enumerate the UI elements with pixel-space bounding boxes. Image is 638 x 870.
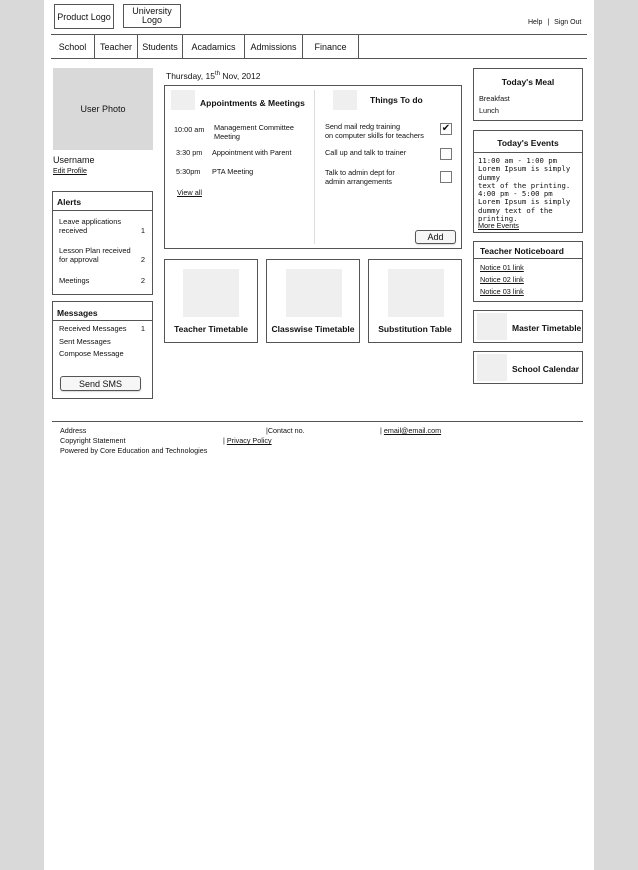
alert-item-lesson-plan[interactable]: Lesson Plan received for approval 2: [59, 246, 145, 264]
add-todo-button[interactable]: Add: [415, 230, 456, 244]
product-logo[interactable]: Product Logo: [54, 4, 114, 29]
school-calendar-tile[interactable]: [473, 351, 583, 384]
tile-label: Master Timetable: [512, 323, 582, 333]
notice-link[interactable]: Notice 01 link: [480, 263, 524, 272]
header-links: [528, 19, 581, 26]
appointment-time: 10:00 am: [174, 125, 205, 134]
received-messages-link[interactable]: Received Messages 1: [59, 324, 145, 333]
alerts-panel: [52, 191, 153, 295]
username: Username: [53, 155, 95, 165]
events-divider: [474, 152, 582, 153]
sent-messages-link[interactable]: Sent Messages: [59, 337, 111, 346]
school-calendar-icon: [477, 354, 507, 381]
email-separator: |: [380, 426, 382, 435]
event-item: 4:00 pm - 5:00 pm Lorem Ipsum is simply dummy text of the printing.: [478, 190, 582, 224]
todo-item: Send mail redg training on computer skills for teachers: [325, 122, 424, 140]
meal-item-lunch[interactable]: Lunch: [479, 106, 499, 115]
event-time: 4:00 pm - 5:00 pm: [478, 189, 553, 198]
footer-divider: [52, 421, 583, 422]
teacher-noticeboard-panel: [473, 241, 583, 302]
current-date: Thursday, 15th Nov, 2012: [166, 71, 261, 81]
footer-contact: |Contact no.: [266, 426, 305, 435]
events-title: Today's Events: [497, 138, 559, 148]
event-time: 11:00 am - 1:00 pm: [478, 156, 558, 165]
todo-checkbox[interactable]: [440, 148, 452, 160]
nav-item-finance[interactable]: Finance: [303, 35, 359, 58]
notice-link[interactable]: Notice 02 link: [480, 275, 524, 284]
edit-profile-link[interactable]: Edit Profile: [53, 168, 87, 175]
classwise-timetable-icon: [286, 269, 342, 317]
view-all-link[interactable]: View all: [177, 188, 203, 197]
nav-bottom-border: [51, 58, 587, 59]
compose-message-link[interactable]: Compose Message: [59, 349, 124, 358]
nav-item-school[interactable]: School: [51, 35, 95, 58]
meal-title: Today's Meal: [501, 77, 555, 87]
footer-copyright: Copyright Statement: [60, 436, 126, 445]
appointments-title: Appointments & Meetings: [200, 98, 305, 108]
footer-privacy: [223, 436, 272, 445]
sign-out-link[interactable]: Sign Out: [554, 19, 582, 26]
appointment-time: 5:30pm: [176, 167, 201, 176]
alert-count: 2: [140, 255, 145, 264]
todo-title: Things To do: [370, 95, 423, 105]
tile-label: School Calendar: [512, 364, 580, 374]
user-photo: User Photo: [53, 68, 153, 150]
todo-icon: [333, 90, 357, 110]
teacher-timetable-tile[interactable]: [164, 259, 258, 343]
teacher-timetable-icon: [183, 269, 239, 317]
todays-events-panel: [473, 130, 583, 233]
university-logo[interactable]: University Logo: [123, 4, 181, 28]
more-events-link[interactable]: More Events: [478, 221, 519, 230]
meal-item-breakfast[interactable]: Breakfast: [479, 94, 510, 103]
alerts-divider: [53, 210, 152, 211]
nav-item-students[interactable]: Students: [138, 35, 183, 58]
help-link[interactable]: Help: [528, 19, 543, 26]
messages-divider: [53, 320, 152, 321]
agenda-column-divider: [314, 90, 315, 244]
footer-powered-by: Powered by Core Education and Technologies: [60, 446, 208, 455]
check-icon: ✔: [441, 123, 451, 134]
appointment-item[interactable]: 5:30pm PTA Meeting: [176, 167, 254, 176]
privacy-policy-link[interactable]: Privacy Policy: [226, 436, 272, 445]
send-sms-button[interactable]: Send SMS: [60, 376, 141, 391]
substitution-table-icon: [388, 269, 444, 317]
todo-checkbox[interactable]: [440, 123, 452, 135]
messages-title: Messages: [57, 308, 98, 318]
messages-panel: [52, 301, 153, 399]
noticeboard-divider: [474, 258, 582, 259]
master-timetable-tile[interactable]: [473, 310, 583, 343]
email-link[interactable]: email@email.com: [383, 426, 442, 435]
alerts-title: Alerts: [57, 197, 82, 207]
master-timetable-icon: [477, 313, 507, 340]
notice-link[interactable]: Notice 03 link: [480, 287, 524, 296]
appointment-item[interactable]: 10:00 am Management Committee Meeting: [174, 123, 294, 141]
todo-checkbox[interactable]: [440, 171, 452, 183]
event-item: 11:00 am - 1:00 pm Lorem Ipsum is simply dummy text of the printing.: [478, 157, 582, 191]
todays-meal-panel: [473, 68, 583, 121]
received-count: 1: [140, 324, 145, 333]
tile-label: Classwise Timetable: [271, 324, 355, 334]
agenda-panel: [164, 85, 462, 249]
alert-item-meetings[interactable]: Meetings 2: [59, 276, 145, 285]
appointments-icon: [171, 90, 195, 110]
tile-label: Substitution Table: [378, 324, 452, 334]
classwise-timetable-tile[interactable]: [266, 259, 360, 343]
footer-email: [380, 426, 441, 435]
privacy-separator: |: [223, 436, 225, 445]
tile-label: Teacher Timetable: [174, 324, 248, 334]
appointment-item[interactable]: 3:30 pm Appointment with Parent: [176, 148, 292, 157]
header-separator: |: [547, 19, 550, 26]
todo-item: Call up and talk to trainer: [325, 148, 407, 157]
substitution-table-tile[interactable]: [368, 259, 462, 343]
alert-count: 1: [140, 226, 145, 235]
todo-item: Talk to admin dept for admin arrangements: [325, 168, 395, 186]
nav-item-admissions[interactable]: Admissions: [245, 35, 303, 58]
noticeboard-title: Teacher Noticeboard: [480, 246, 564, 256]
page: [44, 0, 594, 870]
appointment-time: 3:30 pm: [176, 148, 203, 157]
nav-item-acadamics[interactable]: Acadamics: [183, 35, 245, 58]
alert-item-leave[interactable]: Leave applications received 1: [59, 217, 145, 235]
nav-item-teacher[interactable]: Teacher: [95, 35, 138, 58]
alert-count: 2: [140, 276, 145, 285]
footer-address: Address: [60, 426, 87, 435]
